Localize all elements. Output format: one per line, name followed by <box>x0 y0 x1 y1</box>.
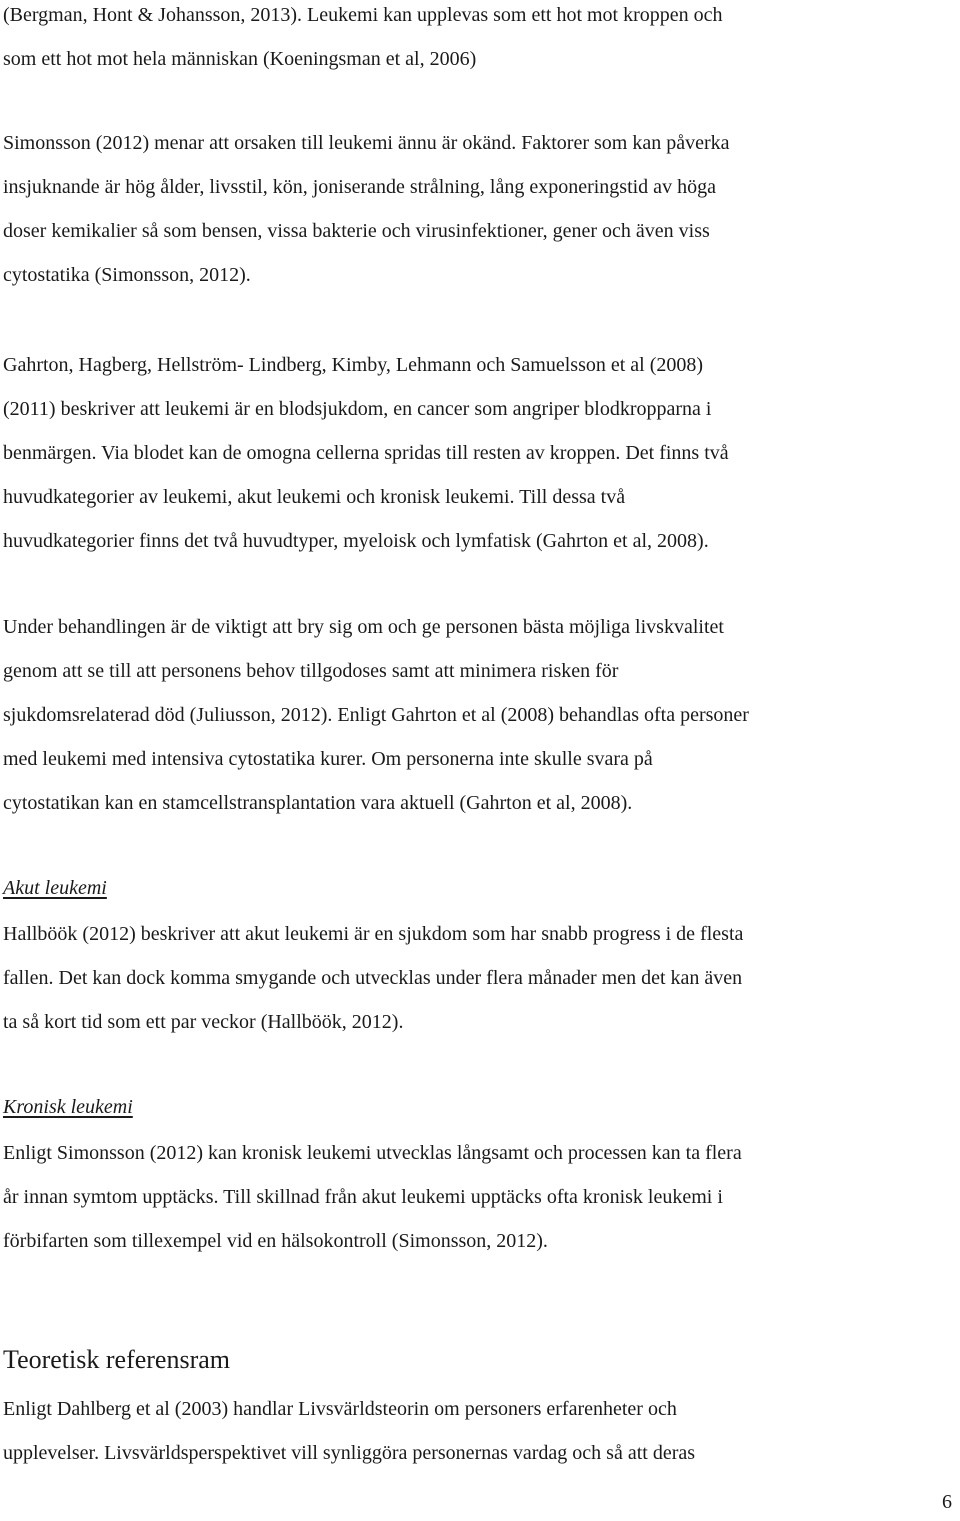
paragraph-6 <box>3 1131 955 1263</box>
section-heading: Teoretisk referensram <box>3 1345 231 1374</box>
text-line: upplevelser. Livsvärldsperspektivet vill synliggöra personernas vardag och så att deras <box>3 1442 696 1464</box>
text-line: huvudkategorier finns det två huvudtyper, myeloisk och lymfatisk (Gahrton et al, 2008). <box>3 530 709 552</box>
subheading-akut-leukemi: Akut leukemi <box>3 877 107 899</box>
paragraph-2 <box>3 121 955 297</box>
text-line: huvudkategorier av leukemi, akut leukemi och kronisk leukemi. Till dessa två <box>3 486 626 508</box>
text-line: (Bergman, Hont & Johansson, 2013). Leukemi kan upplevas som ett hot mot kroppen och <box>3 4 723 26</box>
paragraph-7 <box>3 1387 955 1475</box>
text-line: ta så kort tid som ett par veckor (Hallböök, 2012). <box>3 1011 404 1033</box>
text-line: Enligt Dahlberg et al (2003) handlar Livsvärldsteorin om personers erfarenheter och <box>3 1398 677 1420</box>
text-line: genom att se till att personens behov tillgodoses samt att minimera risken för <box>3 660 619 682</box>
text-line: Gahrton, Hagberg, Hellström- Lindberg, Kimby, Lehmann och Samuelsson et al (2008) <box>3 354 704 376</box>
text-line: Enligt Simonsson (2012) kan kronisk leukemi utvecklas långsamt och processen kan ta flera <box>3 1142 742 1164</box>
text-line: år innan symtom upptäcks. Till skillnad från akut leukemi upptäcks ofta kronisk leukemi i <box>3 1186 723 1208</box>
paragraph-4 <box>3 605 955 825</box>
text-line: som ett hot mot hela människan (Koeningsman et al, 2006) <box>3 48 477 70</box>
text-line: med leukemi med intensiva cytostatika kurer. Om personerna inte skulle svara på <box>3 748 653 770</box>
text-line: sjukdomsrelaterad död (Juliusson, 2012). Enligt Gahrton et al (2008) behandlas ofta personer <box>3 704 749 726</box>
text-line: (2011) beskriver att leukemi är en blodsjukdom, en cancer som angriper blodkropparna i <box>3 398 712 420</box>
text-line: cytostatikan kan en stamcellstransplantation vara aktuell (Gahrton et al, 2008). <box>3 792 633 814</box>
text-line: Simonsson (2012) menar att orsaken till leukemi ännu är okänd. Faktorer som kan påverka <box>3 132 730 154</box>
text-line: Hallböök (2012) beskriver att akut leukemi är en sjukdom som har snabb progress i de flesta <box>3 923 744 945</box>
text-line: doser kemikalier så som bensen, vissa bakterie och virusinfektioner, gener och även viss <box>3 220 710 242</box>
text-line: Under behandlingen är de viktigt att bry sig om och ge personen bästa möjliga livskvalitet <box>3 616 724 638</box>
text-line: cytostatika (Simonsson, 2012). <box>3 264 251 286</box>
subheading-kronisk-leukemi: Kronisk leukemi <box>3 1096 133 1118</box>
paragraph-3 <box>3 343 955 563</box>
paragraph-5 <box>3 912 955 1044</box>
page-number: 6 <box>942 1491 952 1513</box>
text-line: insjuknande är hög ålder, livsstil, kön, joniserande strålning, lång exponeringstid av höga <box>3 176 716 198</box>
text-line: fallen. Det kan dock komma smygande och utvecklas under flera månader men det kan även <box>3 967 743 989</box>
text-line: förbifarten som tillexempel vid en hälsokontroll (Simonsson, 2012). <box>3 1230 548 1252</box>
text-line: benmärgen. Via blodet kan de omogna cellerna spridas till resten av kroppen. Det finns två <box>3 442 729 464</box>
paragraph-1 <box>3 0 955 81</box>
